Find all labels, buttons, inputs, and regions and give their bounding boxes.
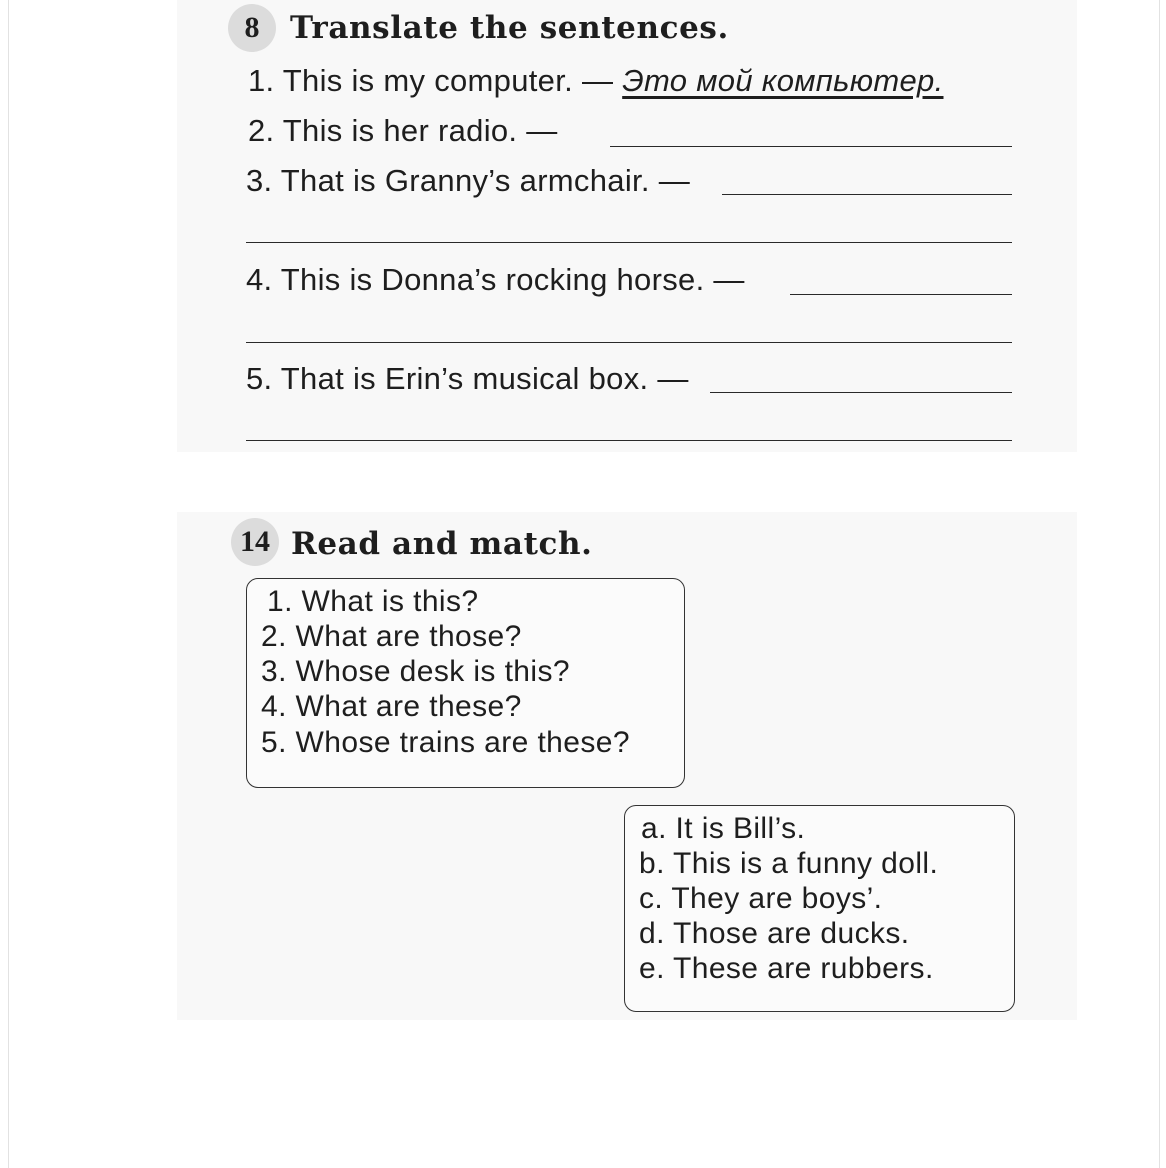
- answer-c: c. They are boys’.: [639, 882, 883, 915]
- sentence-3: 3. That is Granny’s armchair. —: [246, 163, 691, 198]
- sentence-1-answer: Это мой компьютер.: [622, 63, 944, 98]
- exercise-8-number: 8: [228, 4, 276, 52]
- question-4: 4. What are these?: [261, 690, 522, 723]
- answer-line-5[interactable]: [710, 392, 1012, 393]
- sentence-1: [248, 63, 944, 99]
- answer-b: b. This is a funny doll.: [639, 847, 939, 880]
- exercise-14-number: 14: [231, 518, 279, 566]
- answers-box: [624, 805, 1015, 1012]
- answer-line-4-continued[interactable]: [246, 342, 1012, 343]
- sentence-2: 2. This is her radio. —: [248, 113, 558, 148]
- answer-e: e. These are rubbers.: [639, 952, 934, 985]
- exercise-8-title: Translate the sentences.: [290, 10, 729, 46]
- answer-a: a. It is Bill’s.: [641, 812, 806, 845]
- question-2: 2. What are those?: [261, 620, 522, 653]
- answer-line-4[interactable]: [790, 294, 1012, 295]
- questions-box: [246, 578, 685, 788]
- answer-line-5-continued[interactable]: [246, 440, 1012, 441]
- question-3: 3. Whose desk is this?: [261, 655, 570, 688]
- question-1: 1. What is this?: [267, 585, 479, 618]
- sentence-4: 4. This is Donna’s rocking horse. —: [246, 262, 745, 297]
- sentence-5: 5. That is Erin’s musical box. —: [246, 361, 689, 396]
- exercise-14-title: Read and match.: [291, 526, 593, 562]
- sentence-1-text: 1. This is my computer. —: [248, 63, 614, 98]
- answer-d: d. Those are ducks.: [639, 917, 910, 950]
- answer-line-3-continued[interactable]: [246, 242, 1012, 243]
- answer-line-3[interactable]: [722, 194, 1012, 195]
- answer-line-2[interactable]: [610, 146, 1012, 147]
- question-5: 5. Whose trains are these?: [261, 726, 630, 759]
